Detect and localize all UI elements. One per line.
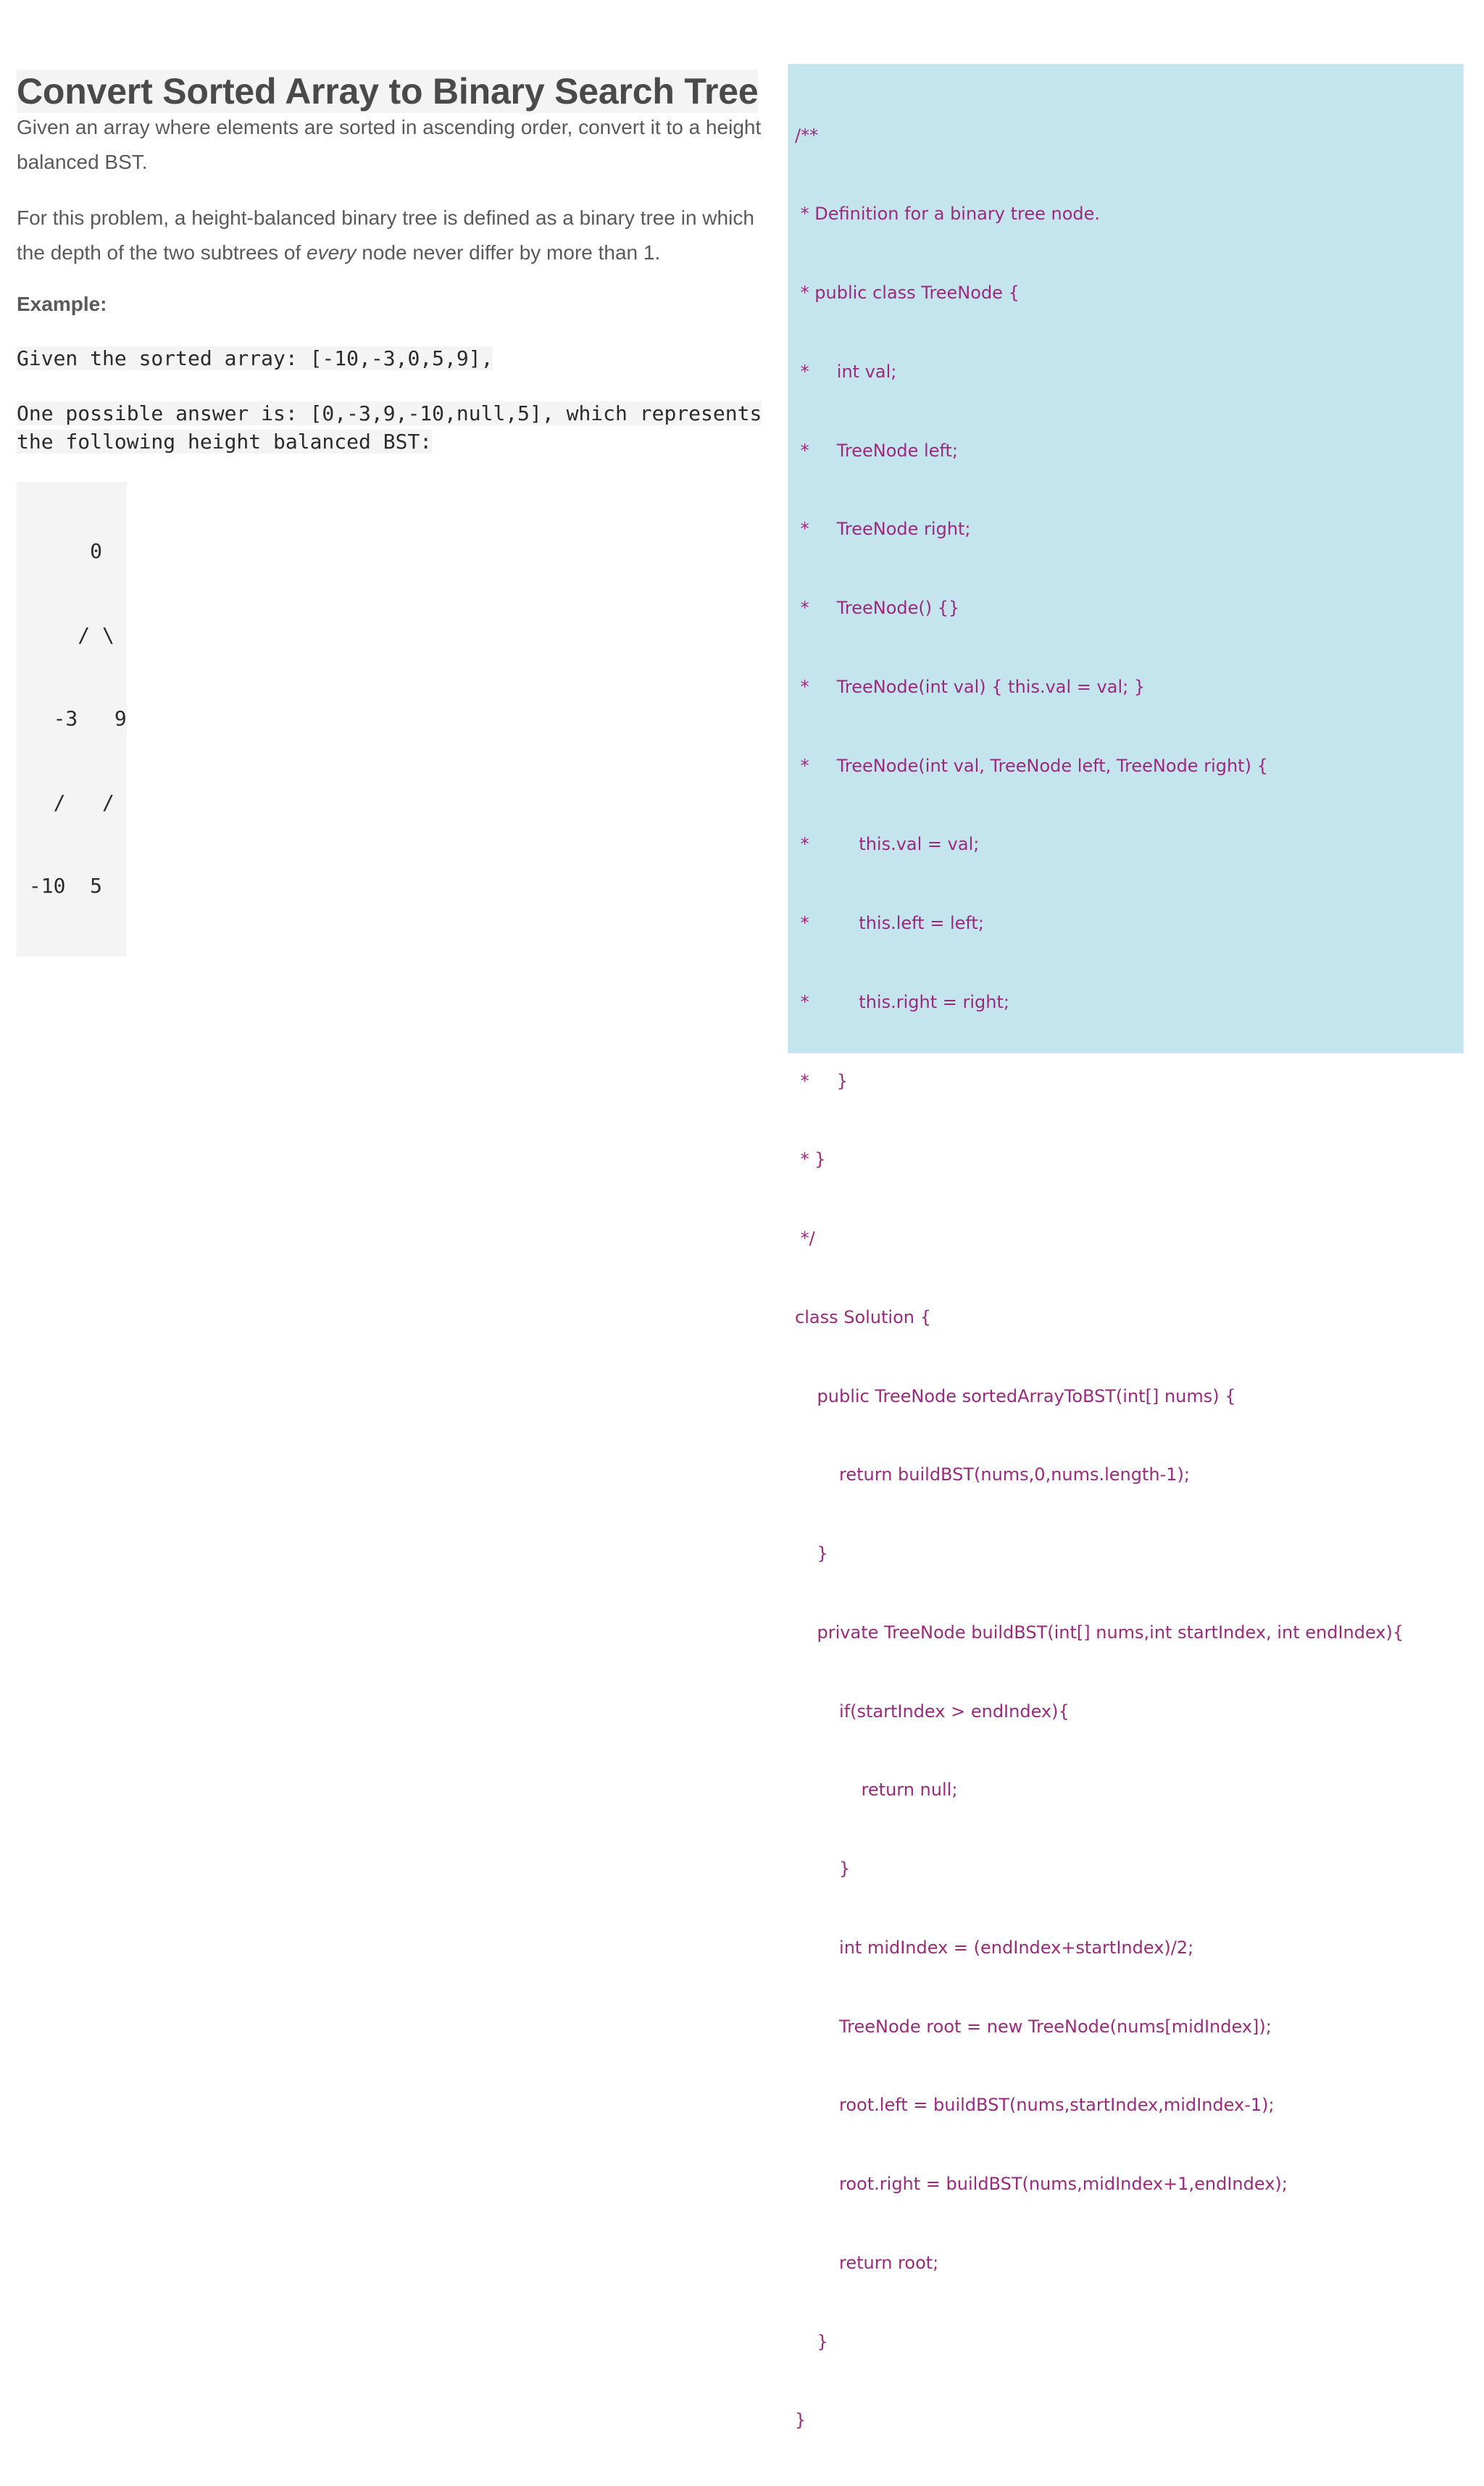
code-line: * TreeNode right; <box>795 519 971 540</box>
solution-code <box>795 70 1404 2486</box>
definition-text-before: For this problem, a height-balanced binary tree is defined as a binary tree in which the depth of the two subtrees of <box>17 207 754 264</box>
code-line: public TreeNode sortedArrayToBST(int[] nums) { <box>795 1385 1236 1406</box>
example-given-text: Given the sorted array: [-10,-3,0,5,9], <box>17 346 493 370</box>
code-line: root.left = buildBST(nums,startIndex,midIndex-1); <box>795 2095 1275 2116</box>
code-line: TreeNode root = new TreeNode(nums[midIndex]); <box>795 2016 1272 2037</box>
tree-line: -3 9 <box>17 706 127 730</box>
example-answer-line-1 <box>17 399 770 427</box>
problem-description <box>17 70 770 956</box>
code-line: * } <box>795 1149 826 1170</box>
code-line: * } <box>795 1070 849 1091</box>
code-line: * this.val = val; <box>795 834 980 855</box>
code-line: if(startIndex > endIndex){ <box>795 1701 1070 1722</box>
code-line: return buildBST(nums,0,nums.length-1); <box>795 1464 1191 1485</box>
code-line: * TreeNode(int val, TreeNode left, TreeNode right) { <box>795 755 1268 776</box>
tree-line: -10 5 <box>17 874 103 898</box>
code-line: * this.left = left; <box>795 913 984 933</box>
code-line: * int val; <box>795 361 897 382</box>
example-answer-text-1: One possible answer is: [0,-3,9,-10,null,5], which represents <box>17 401 762 425</box>
code-line: return null; <box>795 1780 958 1801</box>
code-line: /** <box>795 125 819 146</box>
code-line: * TreeNode(int val) { this.val = val; } <box>795 676 1146 697</box>
code-line: } <box>795 2410 806 2431</box>
problem-paragraph-definition <box>17 201 770 270</box>
code-line: } <box>795 1543 828 1564</box>
tree-line: / \ <box>17 622 114 647</box>
code-line: */ <box>795 1228 815 1248</box>
definition-text-after: node never differ by more than 1. <box>356 241 661 264</box>
code-line: * TreeNode left; <box>795 440 958 461</box>
example-label: Example: <box>17 293 107 315</box>
example-answer-text-2: the following height balanced BST: <box>17 430 433 454</box>
bst-ascii-diagram <box>17 482 127 956</box>
code-line: private TreeNode buildBST(int[] nums,int startIndex, int endIndex){ <box>795 1622 1404 1643</box>
tree-line: 0 <box>17 539 103 563</box>
code-line: * Definition for a binary tree node. <box>795 204 1101 225</box>
code-line: * this.right = right; <box>795 991 1009 1012</box>
code-line: class Solution { <box>795 1306 931 1327</box>
problem-title: Convert Sorted Array to Binary Search Tree <box>17 71 759 112</box>
definition-emphasis: every <box>307 241 357 264</box>
code-line: * public class TreeNode { <box>795 283 1020 303</box>
example-given-line <box>17 344 770 372</box>
solution-code-panel[interactable] <box>788 64 1464 2431</box>
code-line: root.right = buildBST(nums,midIndex+1,endIndex); <box>795 2174 1288 2194</box>
example-answer-line-2 <box>17 427 770 456</box>
code-line: } <box>795 1859 851 1879</box>
tree-line: / / <box>17 790 114 814</box>
code-line: return root; <box>795 2252 939 2273</box>
code-line: int midIndex = (endIndex+startIndex)/2; <box>795 1937 1194 1958</box>
code-line: * TreeNode() {} <box>795 598 960 618</box>
code-line: } <box>795 2331 828 2352</box>
problem-paragraph-intro: Given an array where elements are sorted in ascending order, convert it to a height balanced BST. <box>17 116 762 173</box>
